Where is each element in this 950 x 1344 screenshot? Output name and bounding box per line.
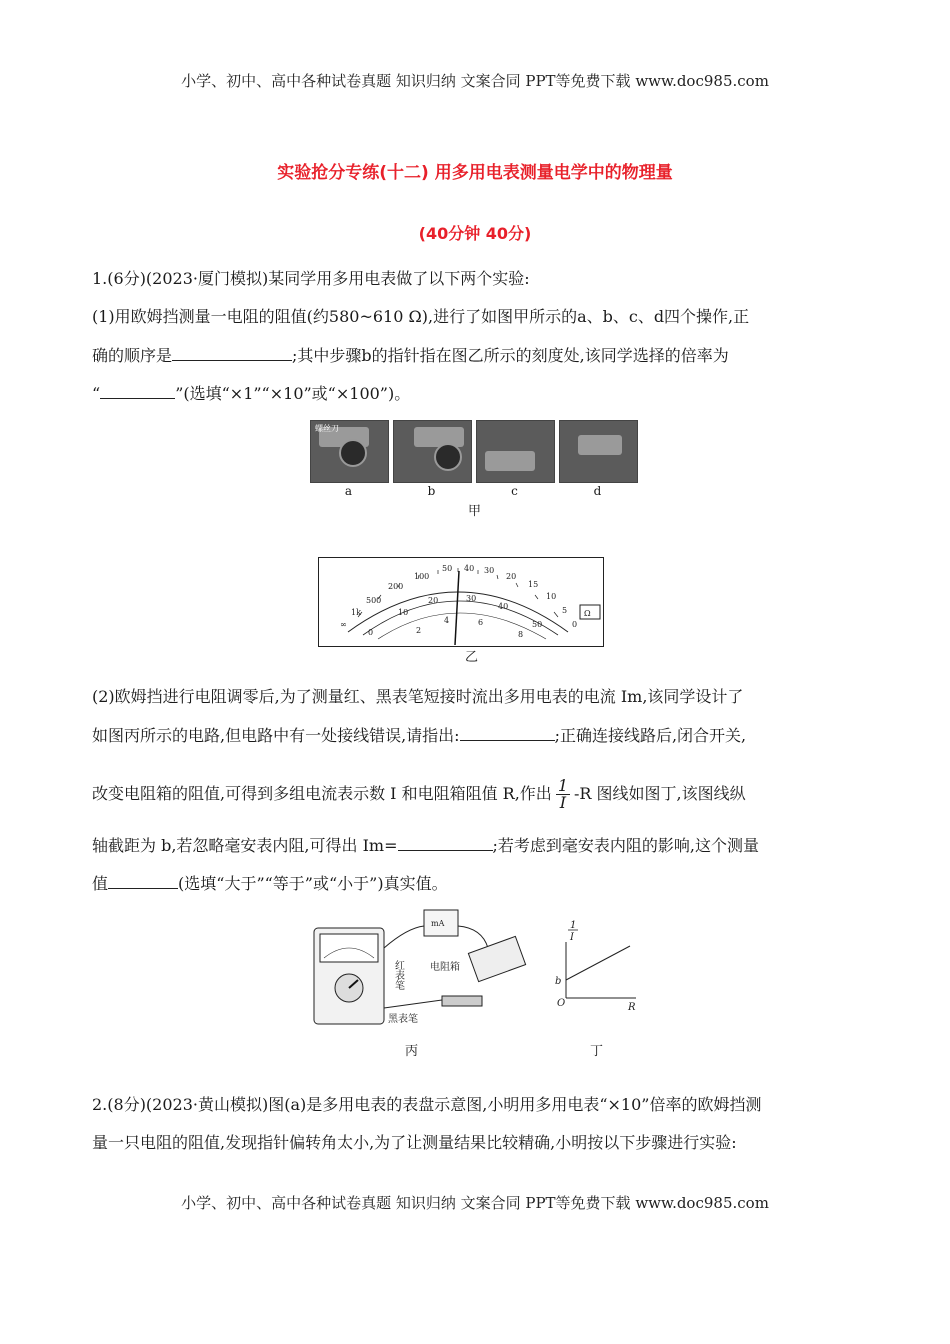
milliammeter-label: mA <box>431 919 445 928</box>
q1-p1-line2-text-b: ;其中步骤b的指针指在图乙所示的刻度处,该同学选择的倍率为 <box>292 346 729 365</box>
tick-100: 100 <box>414 572 430 581</box>
lower-tick-0: 0 <box>368 628 374 637</box>
q1-p1-line3-text-b: ”(选填“×1”“×10”或“×100”)。 <box>175 384 411 403</box>
tick-15: 15 <box>528 580 539 589</box>
tick-40: 40 <box>464 564 475 573</box>
q1-p1-line2-text-a: 确的顺序是 <box>92 346 173 365</box>
q1-p2-line3-text-b: -R 图线如图丁,该图线纵 <box>574 784 746 803</box>
q1-p1-line3-text-a: “ <box>92 384 101 403</box>
tick-500: 500 <box>366 596 382 605</box>
figure-ding-graph <box>552 918 642 1014</box>
lower-tick-10: 10 <box>398 608 409 617</box>
caption-b: b <box>427 484 436 498</box>
lower-tick-20: 20 <box>428 596 439 605</box>
tick-5: 5 <box>562 606 568 615</box>
q1-p2-line2 <box>92 724 862 747</box>
tick-50: 50 <box>442 564 453 573</box>
q1-p2-line3-text-a: 改变电阻箱的阻值,可得到多组电流表示数 I 和电阻箱阻值 R,作出 <box>92 784 552 803</box>
figure-ding-label: 丁 <box>590 1044 604 1059</box>
order-answer-blank[interactable] <box>172 344 292 361</box>
intercept-label: b <box>555 976 562 987</box>
q1-p2-line1: (2)欧姆挡进行电阻调零后,为了测量红、黑表笔短接时流出多用电表的电流 Im,该同学设计了 <box>92 687 744 706</box>
figure-bing-circuit <box>312 908 527 1026</box>
q1-p2-line5 <box>92 872 862 895</box>
lower-tick-40: 40 <box>498 602 509 611</box>
q1-p1-line1: (1)用欧姆挡测量一电阻的阻值(约580~610 Ω),进行了如图甲所示的a、b、c、d四个操作,正 <box>92 307 750 326</box>
lower-tick-50: 50 <box>532 620 543 629</box>
wiring-error-blank[interactable] <box>460 724 555 741</box>
red-probe-label: 红表笔 <box>392 960 404 990</box>
photo-c <box>476 420 555 483</box>
tick-200: 200 <box>388 582 404 591</box>
figure-jia-label: 甲 <box>468 504 482 519</box>
q1-p2-line3 <box>92 774 862 814</box>
page-header: 小学、初中、高中各种试卷真题 知识归纳 文案合同 PPT等免费下载 www.doc985.com <box>181 72 769 90</box>
caption-a: a <box>344 484 353 498</box>
lower-tick-30: 30 <box>466 594 477 603</box>
im-answer-blank[interactable] <box>398 834 493 851</box>
tick-inf: ∞ <box>340 620 347 629</box>
q1-p2-line5-text-b: (选填“大于”“等于”或“小于”)真实值。 <box>178 874 448 893</box>
inner-tick-4: 4 <box>444 616 450 625</box>
q1-p2-line2-text-a: 如图丙所示的电路,但电路中有一处接线错误,请指出: <box>92 726 460 745</box>
inner-tick-6: 6 <box>478 618 484 627</box>
caption-d: d <box>593 484 602 498</box>
q1-p1-line3 <box>92 382 862 405</box>
figure-yi-scale <box>318 557 604 647</box>
y-axis-denominator: I <box>570 932 574 943</box>
resistance-box-label: 电阻箱 <box>430 962 460 973</box>
y-axis-numerator: 1 <box>570 920 577 931</box>
q1-p2-line4-text-a: 轴截距为 b,若忽略毫安表内阻,可得出 Im= <box>92 836 398 855</box>
inner-tick-2: 2 <box>416 626 422 635</box>
photo-a <box>310 420 389 483</box>
q1-p2-line2-text-b: ;正确连接线路后,闭合开关, <box>554 726 747 745</box>
q2-line2: 量一只电阻的阻值,发现指针偏转角太小,为了让测量结果比较精确,小明按以下步骤进行实验: <box>92 1133 737 1152</box>
caption-c: c <box>511 484 518 498</box>
origin-label: O <box>557 998 566 1009</box>
fraction-numerator: 1 <box>557 776 568 795</box>
q2-line1: 2.(8分)(2023·黄山模拟)图(a)是多用电表的表盘示意图,小明用多用电表“×10”倍率的欧姆挡测 <box>92 1095 762 1114</box>
q1-p2-line5-text-a: 值 <box>92 874 109 893</box>
inner-tick-8: 8 <box>518 630 524 639</box>
tick-20: 20 <box>506 572 517 581</box>
figure-yi-label: 乙 <box>465 650 479 665</box>
unit-ohm: Ω <box>584 609 591 618</box>
black-probe-label: 黑表笔 <box>388 1014 418 1025</box>
x-axis-label: R <box>628 1002 636 1013</box>
page-title: 实验抢分专练(十二) 用多用电表测量电学中的物理量 <box>277 163 673 183</box>
q1-p1-line2 <box>92 344 862 367</box>
fraction-1-over-I <box>556 778 570 811</box>
q1-p2-line4 <box>92 834 862 857</box>
q1-intro: 1.(6分)(2023·厦门模拟)某同学用多用电表做了以下两个实验: <box>92 269 530 288</box>
photo-a-label: 螺丝刀 <box>315 424 339 433</box>
tick-1k: 1k <box>351 608 361 617</box>
comparison-answer-blank[interactable] <box>108 872 178 889</box>
tick-10: 10 <box>546 592 557 601</box>
photo-b <box>393 420 472 483</box>
q1-p2-line4-text-b: ;若考虑到毫安表内阻的影响,这个测量 <box>492 836 759 855</box>
photo-d <box>559 420 638 483</box>
page-subtitle: (40分钟 40分) <box>418 224 532 243</box>
tick-0: 0 <box>572 620 578 629</box>
multiplier-answer-blank[interactable] <box>100 382 175 399</box>
tick-30: 30 <box>484 566 495 575</box>
fraction-denominator: I <box>559 793 567 812</box>
figure-bing-label: 丙 <box>405 1044 419 1059</box>
page-footer: 小学、初中、高中各种试卷真题 知识归纳 文案合同 PPT等免费下载 www.doc985.com <box>181 1194 769 1212</box>
